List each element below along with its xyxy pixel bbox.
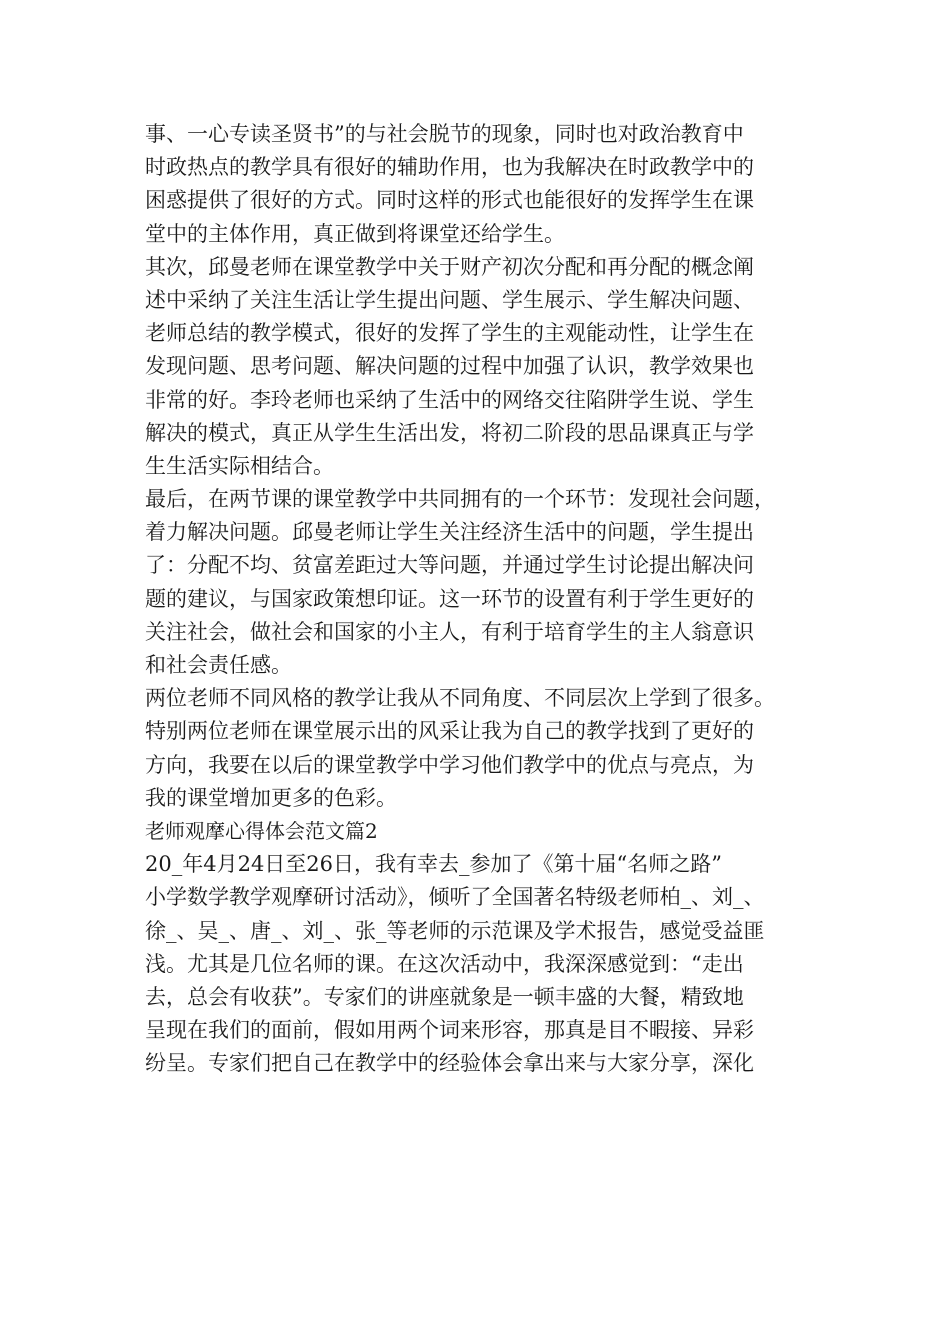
text-line: 老师观摩心得体会范文篇2 xyxy=(145,818,378,843)
text-line: 和社会责任感。 xyxy=(145,653,292,677)
text-line: 着力解决问题。邱曼老师让学生关注经济生活中的问题，学生提出 xyxy=(145,520,754,545)
text-line: 时政热点的教学具有很好的辅助作用，也为我解决在时政教学中的 xyxy=(145,155,754,180)
document-body xyxy=(145,118,810,1080)
text-line: 堂中的主体作用，真正做到将课堂还给学生。 xyxy=(145,221,565,246)
text-line: 发现问题、思考问题、解决问题的过程中加强了认识，教学效果也 xyxy=(145,354,754,379)
text-line: 呈现在我们的面前，假如用两个词来形容，那真是目不暇接、异彩 xyxy=(145,1018,754,1043)
text-line: 去，总会有收获”。专家们的讲座就象是一顿丰盛的大餐，精致地 xyxy=(145,984,744,1009)
text-line: 解决的模式，真正从学生生活出发，将初二阶段的思品课真正与学 xyxy=(145,420,754,445)
text-line: 浅。尤其是几位名师的课。在这次活动中，我深深感觉到：“走出 xyxy=(145,951,744,976)
paragraph xyxy=(145,682,810,815)
text-line: 其次，邱曼老师在课堂教学中关于财产初次分配和再分配的概念阐 xyxy=(145,254,754,279)
text-line: 非常的好。李玲老师也采纳了生活中的网络交往陷阱学生说、学生 xyxy=(145,387,754,412)
text-line: 方向，我要在以后的课堂教学中学习他们教学中的优点与亮点，为 xyxy=(145,752,754,777)
text-line: 题的建议，与国家政策想印证。这一环节的设置有利于学生更好的 xyxy=(145,586,754,611)
paragraph xyxy=(145,251,810,483)
text-line: 困惑提供了很好的方式。同时这样的形式也能很好的发挥学生在课 xyxy=(145,188,754,213)
paragraph xyxy=(145,118,810,251)
text-line: 生生活实际相结合。 xyxy=(145,453,334,478)
text-line: 事、一心专读圣贤书”的与社会脱节的现象，同时也对政治教育中 xyxy=(145,122,744,146)
text-line: 徐_、吴_、唐_、刘_、张_等老师的示范课及学术报告，感觉受益匪 xyxy=(145,918,765,943)
text-line: 述中采纳了关注生活让学生提出问题、学生展示、学生解决问题、 xyxy=(145,287,754,312)
text-line: 纷呈。专家们把自己在教学中的经验体会拿出来与大家分享，深化 xyxy=(145,1051,754,1076)
text-line: 老师总结的教学模式，很好的发挥了学生的主观能动性，让学生在 xyxy=(145,321,754,346)
paragraph xyxy=(145,483,810,682)
text-line: 两位老师不同风格的教学让我从不同角度、不同层次上学到了很多。 xyxy=(145,686,775,711)
text-line: 小学数学教学观摩研讨活动》，倾听了全国著名特级老师柏_、刘_、 xyxy=(145,885,765,910)
text-line: 最后，在两节课的课堂教学中共同拥有的一个环节：发现社会问题， xyxy=(145,487,775,512)
section-heading xyxy=(145,815,810,848)
text-line: 我的课堂增加更多的色彩。 xyxy=(145,785,397,810)
paragraph xyxy=(145,848,810,1080)
text-line: 关注社会，做社会和国家的小主人，有利于培育学生的主人翁意识 xyxy=(145,619,754,644)
text-line: 特别两位老师在课堂展示出的风采让我为自己的教学找到了更好的 xyxy=(145,719,754,744)
text-line: 了：分配不均、贫富差距过大等问题，并通过学生讨论提出解决问 xyxy=(145,553,754,578)
text-line: 20_年4月24日至26日，我有幸去_参加了《第十届“名师之路” xyxy=(145,852,722,877)
